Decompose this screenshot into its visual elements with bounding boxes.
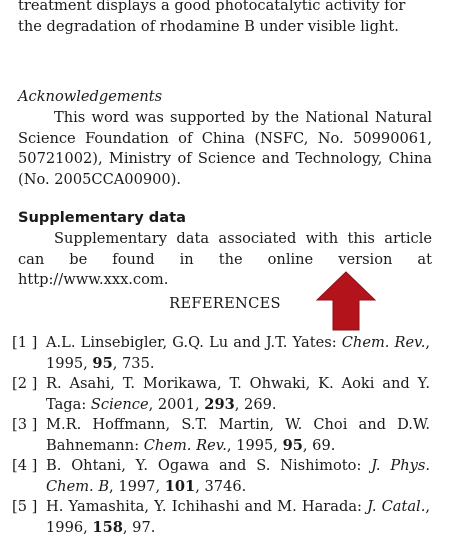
reference-text: H. Yamashita, Y. Ichihashi and M. Harada: J. Catal., 1996, 158, 97. <box>46 498 431 536</box>
reference-volume: 158 <box>92 518 123 536</box>
reference-number: [1 ] <box>12 334 38 351</box>
reference-journal: Chem. Rev. <box>341 334 426 351</box>
reference-journal: J. Catal. <box>367 498 426 515</box>
acknowledgements-body: This word was supported by the National Natural Science Foundation of China (NSFC, No. 50990061, 50721002), Ministry of Science and Technology, China (No. 2005CCA00900). <box>18 109 432 188</box>
reference-volume: 95 <box>92 354 113 372</box>
references-heading: REFERENCES <box>169 295 281 312</box>
reference-text: R. Asahi, T. Morikawa, T. Ohwaki, K. Aoki and Y. Taga: Science, 2001, 293, 269. <box>46 375 430 413</box>
reference-number: [5 ] <box>12 498 38 515</box>
reference-number: [3 ] <box>12 416 38 433</box>
reference-text: M.R. Hoffmann, S.T. Martin, W. Choi and D.W. Bahnemann: Chem. Rev., 1995, 95, 69. <box>46 416 430 454</box>
supplementary-heading: Supplementary data <box>18 209 186 226</box>
reference-text: B. Ohtani, Y. Ogawa and S. Nishimoto: J. Phys. Chem. B, 1997, 101, 3746. <box>46 457 430 495</box>
acknowledgements-heading: Acknowledgements <box>18 88 163 105</box>
reference-journal: Chem. Rev. <box>143 436 227 454</box>
reference-journal: Science <box>90 395 149 413</box>
body-text-continuation <box>18 0 432 37</box>
body-line-1: treatment displays a good photocatalytic activity for <box>18 0 406 14</box>
reference-text: A.L. Linsebigler, G.Q. Lu and J.T. Yates: Chem. Rev., 1995, 95, 735. <box>46 334 430 372</box>
supplementary-body: Supplementary data associated with this article can be found in the online version at http://www.xxx.com. <box>18 230 432 288</box>
body-line-2: the degradation of rhodamine B under visible light. <box>18 17 399 35</box>
reference-volume: 101 <box>164 477 196 495</box>
reference-volume: 95 <box>282 436 303 454</box>
reference-number: [2 ] <box>12 375 38 392</box>
reference-number: [4 ] <box>12 457 38 474</box>
reference-journal: J. Phys. Chem. B <box>46 457 430 495</box>
reference-volume: 293 <box>204 395 235 413</box>
